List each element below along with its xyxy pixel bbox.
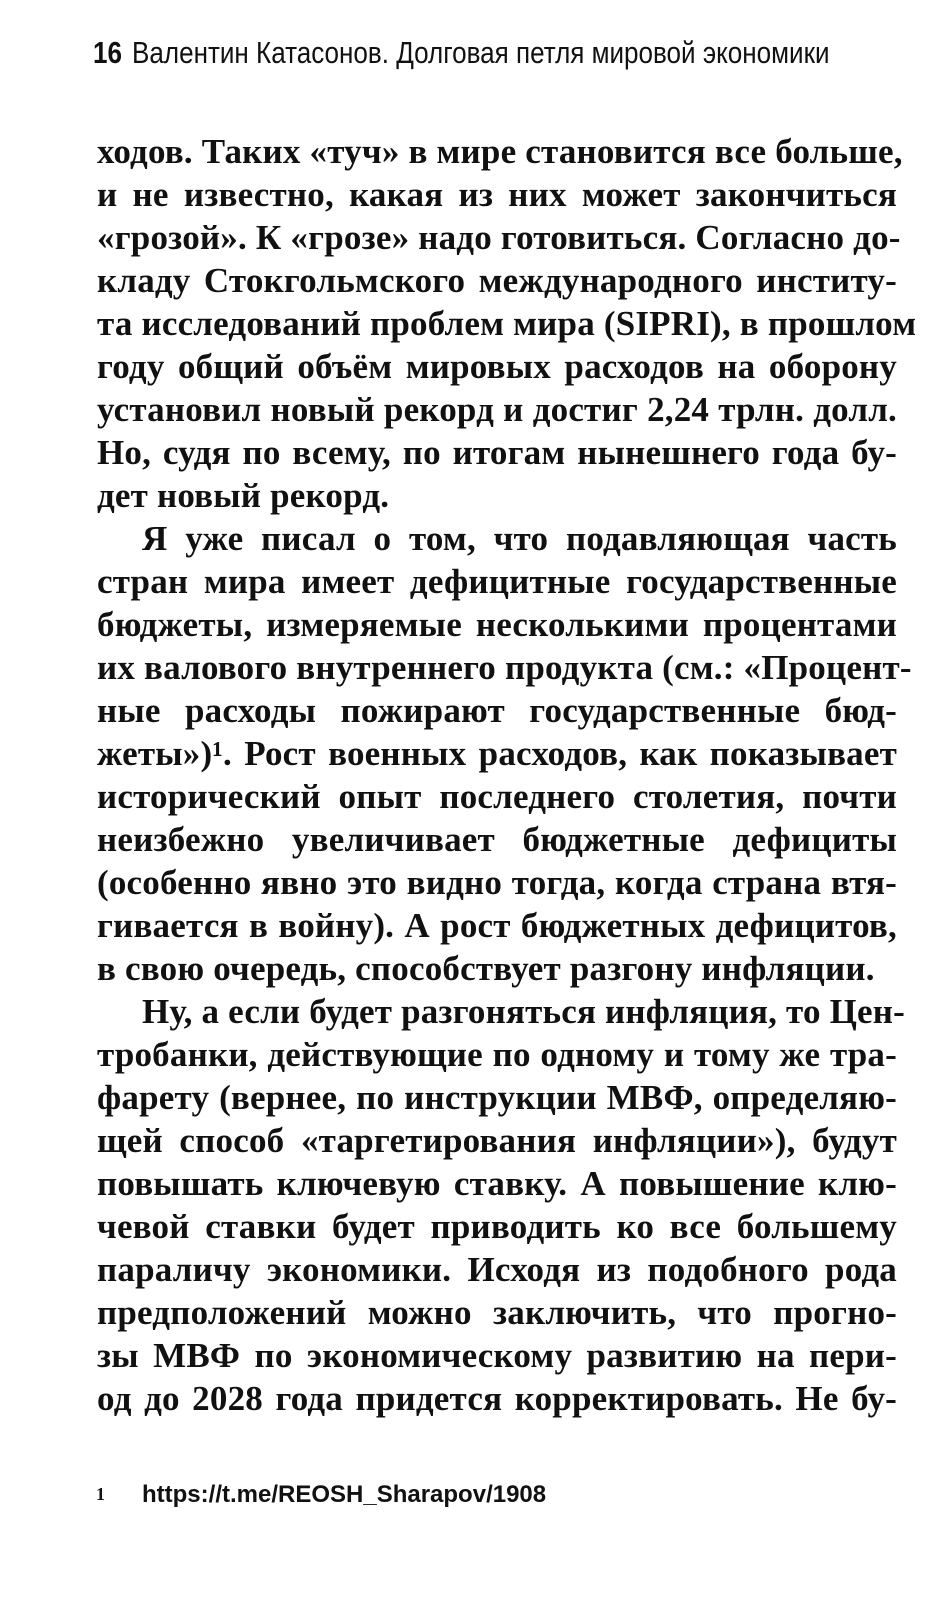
text-line: и не известно, какая из них может закончиться <box>97 175 897 214</box>
text-line: гивается в войну). А рост бюджетных дефицитов, <box>97 906 897 945</box>
text-line: в свою очередь, способствует разгону инфляции. <box>97 949 875 988</box>
text-line: установил новый рекорд и достиг 2,24 трлн. долл. <box>97 390 897 429</box>
paragraph-first-line: Ну, а если будет разгоняться инфляция, то Цен- <box>142 992 906 1031</box>
text-line: исторический опыт последнего столетия, почти <box>97 777 897 816</box>
text-line: неизбежно увеличивает бюджетные дефициты <box>97 820 897 859</box>
footnote-marker: 1 <box>96 1484 105 1504</box>
text-line: бюджеты, измеряемые несколькими процентами <box>97 605 897 644</box>
text-line: параличу экономики. Исходя из подобного рода <box>97 1250 897 1289</box>
text-line: зы МВФ по экономическому развитию на пери- <box>97 1336 897 1375</box>
text-line: году общий объём мировых расходов на оборону <box>97 347 897 386</box>
text-line: тробанки, действующие по одному и тому же тра- <box>97 1035 897 1074</box>
text-line: од до 2028 года придется корректировать. Не бу- <box>97 1379 897 1418</box>
text-line: кладу Стокгольмского международного институ- <box>97 261 897 300</box>
text-line: Но, судя по всему, по итогам нынешнего года бу- <box>97 433 897 472</box>
page-number: 16 <box>93 35 122 70</box>
text-line: стран мира имеет дефицитные государственные <box>97 562 897 601</box>
text-line: фарету (вернее, по инструкции МВФ, определяю- <box>97 1078 897 1117</box>
text-line: ходов. Таких «туч» в мире становится все больше, <box>97 132 903 171</box>
text-line: (особенно явно это видно тогда, когда страна втя- <box>97 863 897 902</box>
paragraph-first-line: Я уже писал о том, что подавляющая часть <box>142 519 897 558</box>
text-line: щей способ «таргетирования инфляции»), будут <box>97 1121 897 1160</box>
text-line: «грозой». К «грозе» надо готовиться. Согласно до- <box>97 218 901 257</box>
running-head <box>93 33 830 73</box>
text-line: та исследований проблем мира (SIPRI), в прошлом <box>97 304 917 343</box>
text-line: повышать ключевую ставку. А повышение клю- <box>97 1164 897 1203</box>
book-title: Валентин Катасонов. Долговая петля мировой экономики <box>132 35 830 70</box>
text-line: их валового внутреннего продукта (см.: «Процент- <box>97 648 912 687</box>
text-line: предположений можно заключить, что прогно- <box>97 1293 897 1332</box>
text-line: чевой ставки будет приводить ко все большему <box>97 1207 897 1246</box>
footnote-link: https://t.me/REOSH_Sharapov/1908 <box>142 1481 547 1508</box>
text-line: дет новый рекорд. <box>97 476 390 515</box>
text-line: ные расходы пожирают государственные бюд- <box>97 691 897 730</box>
text-line: жеты»)¹. Рост военных расходов, как показывает <box>97 734 897 773</box>
